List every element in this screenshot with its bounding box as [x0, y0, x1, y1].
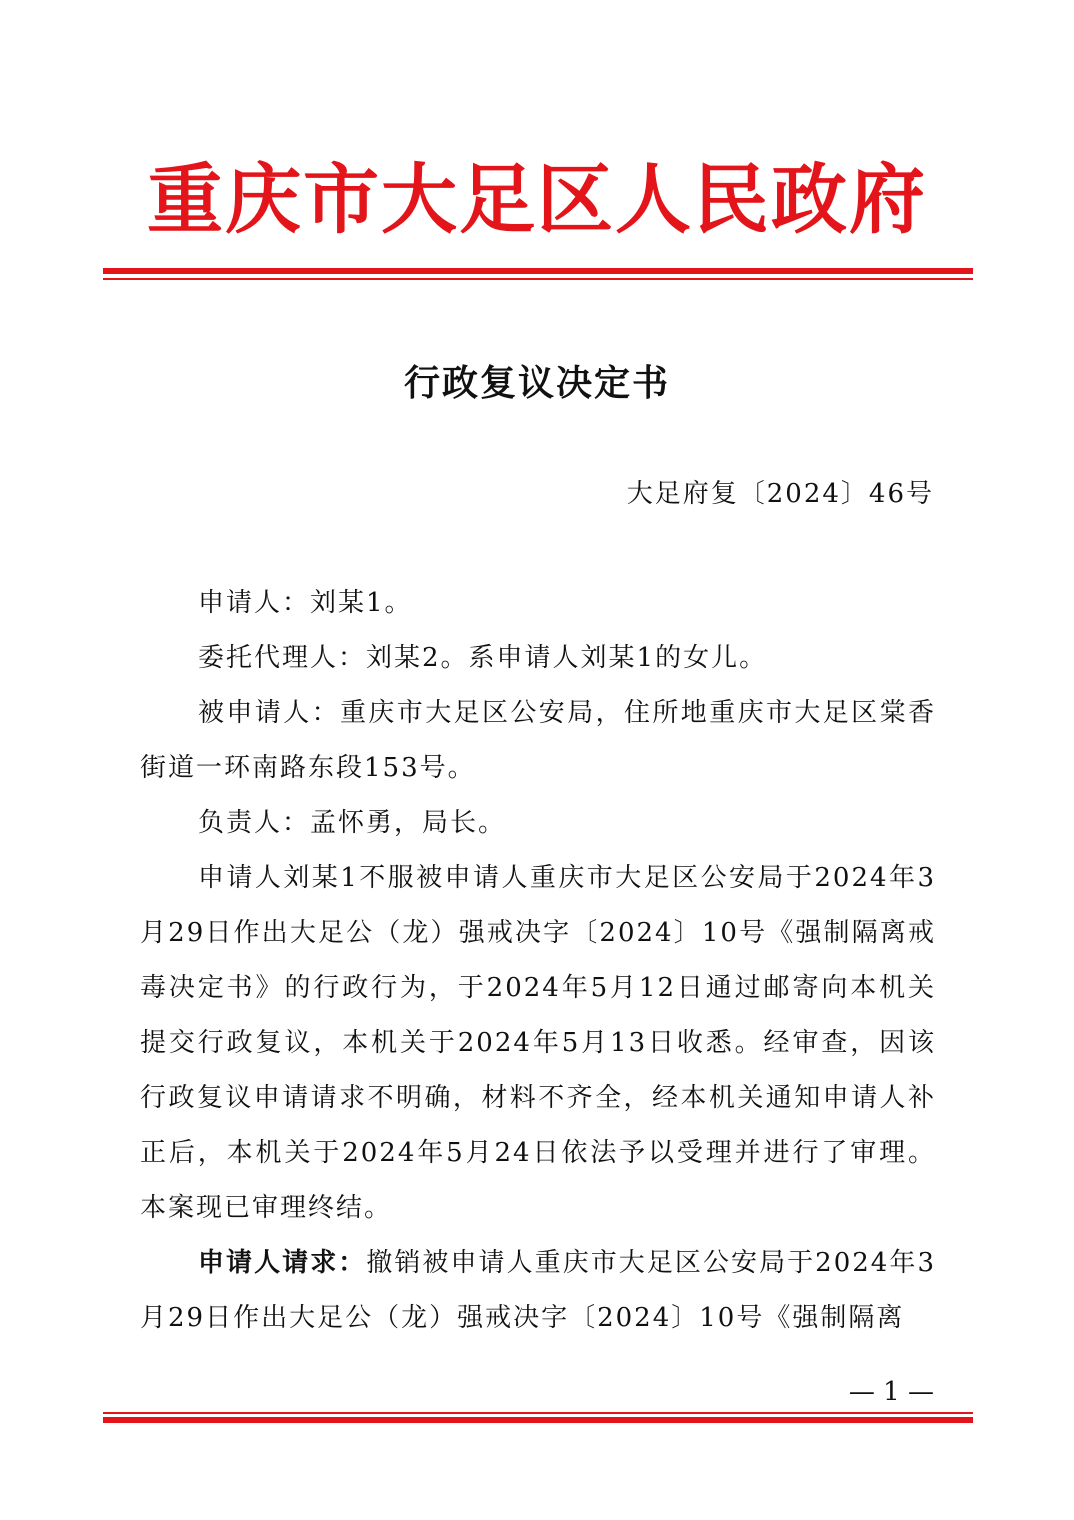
- header-rule-thick: [103, 268, 973, 274]
- request-text: 撤销被申请人重庆市大足区公安局于2024年3月29日作出大足公（龙）强戒决字〔2024〕10号《强制隔离: [140, 1248, 936, 1333]
- footer-rule-thick: [103, 1417, 973, 1423]
- issuer-masthead: 重庆市大足区人民政府: [147, 155, 927, 244]
- respondent-paragraph: 被申请人：重庆市大足区公安局，住所地重庆市大足区棠香街道一环南路东段153号。: [140, 698, 936, 783]
- responsible-paragraph: 负责人：孟怀勇，局长。: [198, 808, 507, 838]
- applicant-paragraph: 申请人：刘某1。: [198, 588, 413, 618]
- document-body: [140, 576, 936, 1346]
- document-number: 大足府复〔2024〕46号: [626, 479, 934, 509]
- request-paragraph: [140, 1236, 936, 1346]
- header-rule-thin: [103, 278, 973, 280]
- document-title: 行政复议决定书: [403, 362, 670, 404]
- agent-paragraph: 委托代理人：刘某2。系申请人刘某1的女儿。: [198, 643, 768, 673]
- page-number: — 1 —: [848, 1377, 934, 1407]
- footer-rule-thin: [103, 1412, 973, 1414]
- request-label: 申请人请求：: [198, 1248, 367, 1278]
- case-intro-paragraph: 申请人刘某1不服被申请人重庆市大足区公安局于2024年3月29日作出大足公（龙）强戒决字〔2024〕10号《强制隔离戒毒决定书》的行政行为，于2024年5月12日通过邮寄向本机关提交行政复议，本机关于2024年5月13日收悉。经审查，因该行政复议申请请求不明确，材料不齐全，经本机关通知申请人补正后，本机关于2024年5月24日依法予以受理并进行了审理。本案现已审理终结。: [140, 863, 936, 1223]
